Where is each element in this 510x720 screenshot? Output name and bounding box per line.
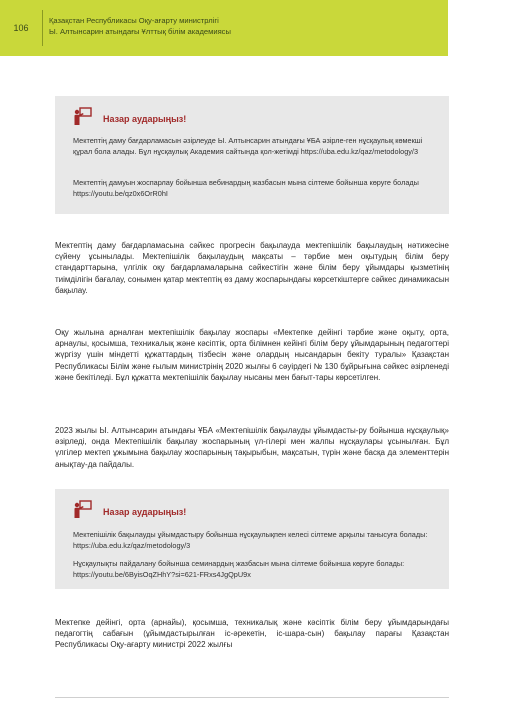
header-divider bbox=[42, 10, 43, 46]
notice-box-2 bbox=[55, 489, 449, 589]
body-paragraph-4: Мектепке дейінгі, орта (арнайы), қосымша, техникалық және кәсіптік білім беру ұйымдарындағы педагогтің сабағын (ұйымдастырылған іс-әрекетін, іс-шара-сын) бақылау парағы Қазақстан Республикасы Оқу-ағарту министрі 2022 жылғы bbox=[55, 618, 449, 650]
body-paragraph-1: Мектептің даму бағдарламасына сәйкес прогресін бақылауда мектепішілік бақылаудың нәтижесіне сүйену ұсынылады. Мектепішілік бақылаудың мақсаты – тәрбие мен оқытудың білім беру стандарттарына, үлгілік оқу бағдарламаларына сәйкестігін және білім беру ұйымдары қызметінің тиімділігін бағалау, сонымен қатар мектептің өз даму жоспарындағы көрсеткіштерге сәйкес динамикасын бақылау. bbox=[55, 241, 449, 295]
teacher-board-icon bbox=[73, 106, 93, 131]
notice-text-2: Мектептің дамуын жоспарлау бойынша вебинардың жазбасын мына сілтеме бойынша көруге болады https://youtu.be/qz0x6OrR0hI bbox=[73, 178, 419, 198]
notice-title: Назар аударыңыз! bbox=[103, 113, 187, 124]
notice-title: Назар аударыңыз! bbox=[103, 506, 187, 517]
notice-heading bbox=[73, 106, 186, 131]
notice-heading bbox=[73, 499, 186, 524]
notice-text-1: Мектептің даму бағдарламасын әзірлеуде Ы. Алтынсарин атындағы ҰБА әзірле-ген нұсқаулық көмекші құрал бола алады. Бұл нұсқаулық Академия сайтында қол-жетімді https://uba.edu.kz/qaz/metodology/3 bbox=[73, 136, 423, 156]
notice-text-2: Нұсқаулықты пайдалану бойынша семинардың жазбасын мына сілтеме бойынша көруге болады: https://youtu.be/6ByisOqZHhY?si=621-FRxs4JgQpU9x bbox=[73, 559, 405, 579]
body-paragraph-3: 2023 жылы Ы. Алтынсарин атындағы ҰБА «Мектепішілік бақылауды ұйымдасты-ру бойынша нұсқаулық» әзірледі, онда Мектепішілік бақылау жоспарының үл-гілері мен жалпы нұсқаулары ұсынылған. Бұл үлгілер мектеп ұжымына бақылау жоспарының тақырыбын, мақсатын, түрін және басқа да элементтерін анықтау-да пайдалы. bbox=[55, 426, 449, 469]
header-institution bbox=[49, 15, 231, 37]
notice-text-1: Мектепішілік бақылауды ұйымдастыру бойынша нұсқаулықпен келесі сілтеме арқылы танысуға болады: https://uba.edu.kz/qaz/metodology/3 bbox=[73, 530, 428, 550]
header-line-2: Ы. Алтынсарин атындағы Ұлттық білім академиясы bbox=[49, 27, 231, 36]
footer-divider bbox=[55, 697, 449, 698]
body-paragraph-2: Оқу жылына арналған мектепішілік бақылау жоспары «Мектепке дейінгі тәрбие және оқыту, орта, арнаулы, қосымша, техникалық және кәсіптік, орта білімнен кейінгі білім беру ұйымдарының педагогтері жүргізу үшін міндетті құжаттардың тізбесін және олардың нысандарын бекіту туралы» Қазақстан Республикасы Білім және ғылым министрінің 2020 жылғы 6 сәуірдегі № 130 бұйрығына сәйкес әзірленеді және бекітіледі. Бұл құжатта мектепішілік бақылау нысаны мен бағыт-тары көрсетілген. bbox=[55, 328, 449, 382]
page-number: 106 bbox=[13, 23, 29, 33]
header-line-1: Қазақстан Республикасы Оқу-ағарту министрлігі bbox=[49, 16, 219, 25]
teacher-board-icon bbox=[73, 499, 93, 524]
page-header bbox=[0, 0, 510, 56]
notice-box-1 bbox=[55, 96, 449, 214]
